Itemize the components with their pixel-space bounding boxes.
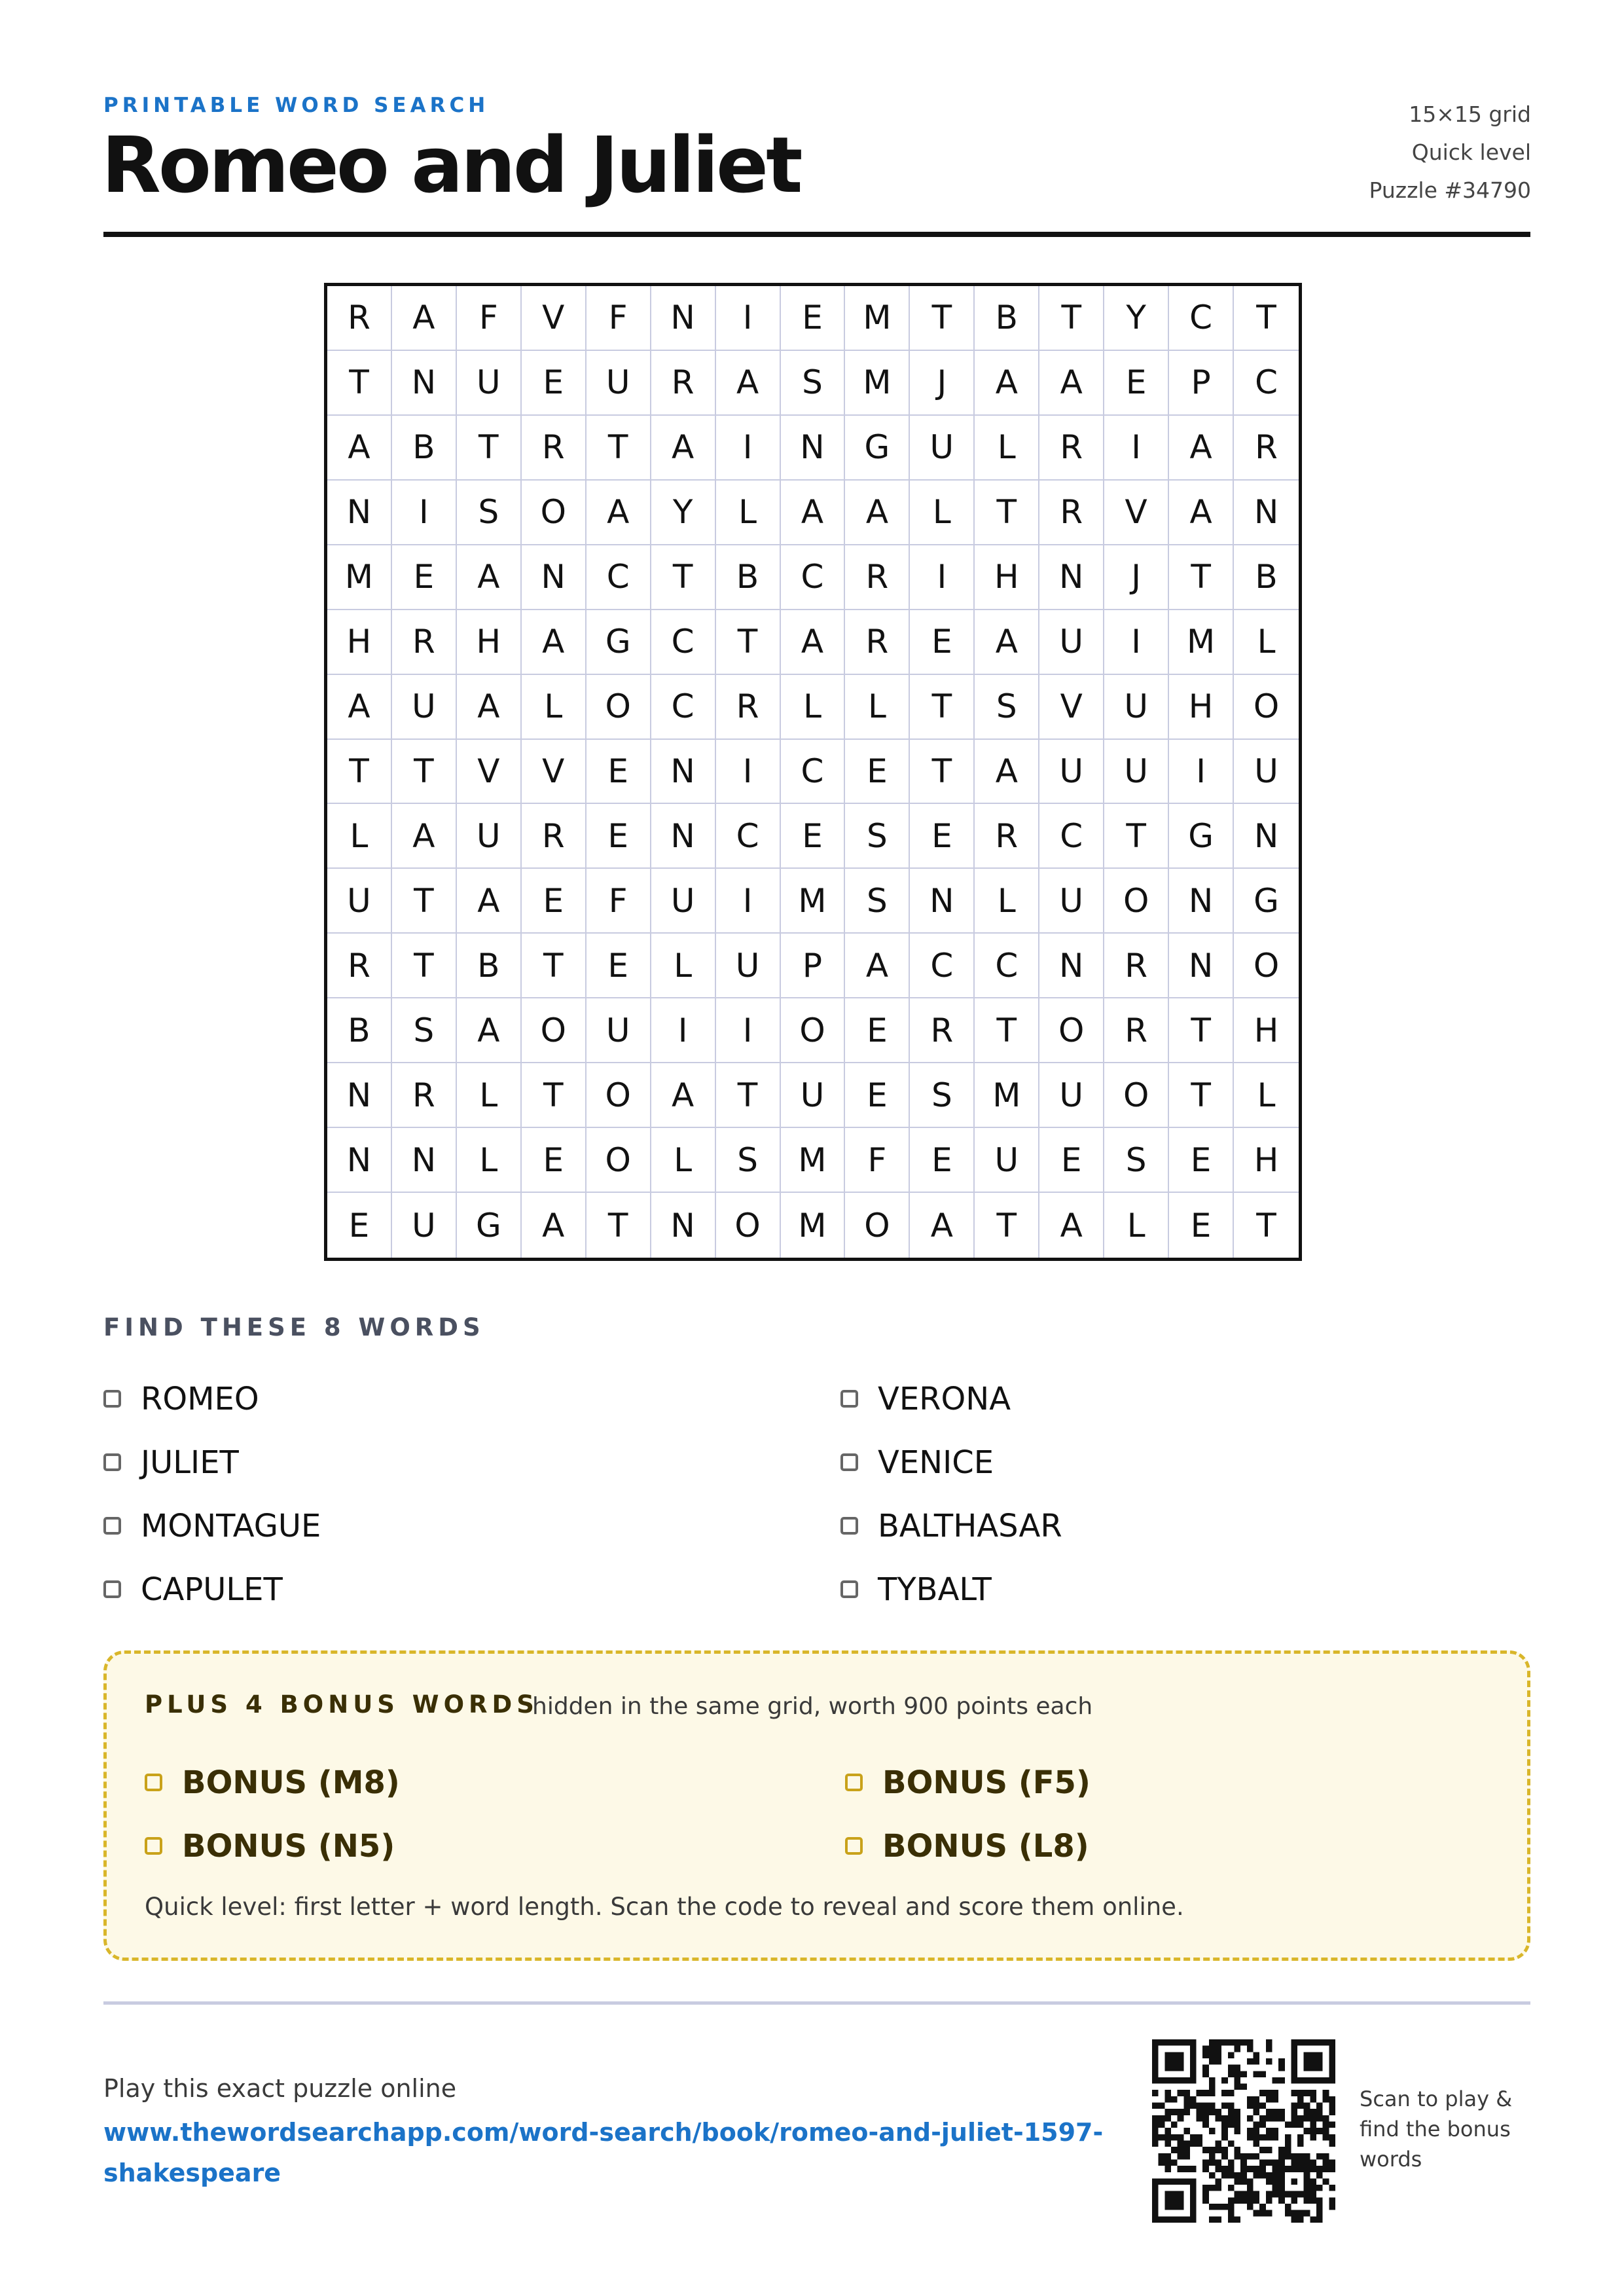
grid-cell[interactable]: V	[522, 740, 586, 805]
grid-cell[interactable]: R	[327, 934, 392, 998]
grid-cell[interactable]: L	[651, 934, 716, 998]
grid-cell[interactable]: E	[845, 1063, 910, 1128]
word-item	[840, 1494, 1530, 1558]
grid-cell[interactable]: B	[457, 934, 522, 998]
grid-cell[interactable]: S	[975, 675, 1039, 740]
grid-cell[interactable]: L	[716, 481, 781, 545]
grid-cell[interactable]: L	[1104, 1193, 1169, 1258]
bonus-word-item	[845, 1751, 1493, 1814]
grid-cell[interactable]: O	[1234, 675, 1299, 740]
grid-cell[interactable]: A	[327, 675, 392, 740]
grid-cell[interactable]: L	[781, 675, 846, 740]
grid-cell[interactable]: Y	[1104, 286, 1169, 351]
grid-cell[interactable]: U	[586, 998, 651, 1063]
grid-cell[interactable]: J	[1104, 545, 1169, 610]
grid-cell[interactable]: E	[586, 934, 651, 998]
grid-cell[interactable]: O	[586, 1128, 651, 1193]
grid-cell[interactable]: R	[392, 610, 457, 675]
grid-cell[interactable]: V	[522, 286, 586, 351]
footer-divider	[103, 2001, 1530, 2005]
grid-cell[interactable]: H	[457, 610, 522, 675]
grid-cell[interactable]: S	[716, 1128, 781, 1193]
word-label: VENICE	[878, 1444, 994, 1481]
grid-cell[interactable]: T	[651, 545, 716, 610]
grid-cell[interactable]: T	[1234, 286, 1299, 351]
grid-cell[interactable]: L	[975, 416, 1039, 481]
grid-cell[interactable]: T	[910, 286, 975, 351]
grid-cell[interactable]: T	[975, 481, 1039, 545]
grid-cell[interactable]: E	[845, 998, 910, 1063]
grid-cell[interactable]: P	[1169, 351, 1234, 416]
grid-cell[interactable]: E	[522, 351, 586, 416]
grid-cell[interactable]: F	[845, 1128, 910, 1193]
grid-cell[interactable]: N	[1039, 545, 1104, 610]
grid-cell[interactable]: C	[716, 804, 781, 869]
grid-cell[interactable]: N	[1169, 869, 1234, 934]
grid-cell[interactable]: C	[910, 934, 975, 998]
grid-cell[interactable]: I	[392, 481, 457, 545]
grid-cell[interactable]: M	[781, 869, 846, 934]
word-label: VERONA	[878, 1380, 1011, 1417]
bonus-word-label: BONUS (L8)	[882, 1827, 1089, 1865]
grid-cell[interactable]: L	[522, 675, 586, 740]
grid-cell[interactable]: I	[716, 998, 781, 1063]
grid-cell[interactable]: G	[586, 610, 651, 675]
grid-cell[interactable]: U	[910, 416, 975, 481]
word-label: TYBALT	[878, 1571, 992, 1608]
grid-cell[interactable]: N	[651, 286, 716, 351]
grid-cell[interactable]: C	[651, 675, 716, 740]
checkbox-icon[interactable]	[103, 1517, 121, 1535]
grid-cell[interactable]: S	[457, 481, 522, 545]
grid-cell[interactable]: L	[457, 1128, 522, 1193]
word-item	[840, 1367, 1530, 1430]
grid-cell[interactable]: O	[522, 998, 586, 1063]
page-title: Romeo and Juliet	[101, 120, 801, 210]
grid-cell[interactable]: T	[586, 416, 651, 481]
puzzle-meta	[1369, 96, 1531, 210]
grid-cell[interactable]: R	[392, 1063, 457, 1128]
grid-cell[interactable]: O	[781, 998, 846, 1063]
grid-cell[interactable]: A	[781, 610, 846, 675]
grid-cell[interactable]: U	[1234, 740, 1299, 805]
word-label: BALTHASAR	[878, 1507, 1062, 1544]
grid-cell[interactable]: A	[457, 545, 522, 610]
grid-cell[interactable]: A	[975, 610, 1039, 675]
puzzle-number: Puzzle #34790	[1369, 177, 1531, 203]
grid-cell[interactable]: N	[392, 351, 457, 416]
grid-cell[interactable]: Y	[651, 481, 716, 545]
grid-cell[interactable]: R	[1234, 416, 1299, 481]
grid-cell[interactable]: T	[1169, 1063, 1234, 1128]
grid-cell[interactable]: S	[781, 351, 846, 416]
grid-cell[interactable]: A	[457, 998, 522, 1063]
bonus-word-label: BONUS (F5)	[882, 1764, 1091, 1801]
checkbox-icon[interactable]	[103, 1390, 121, 1408]
grid-cell[interactable]: N	[522, 545, 586, 610]
grid-cell[interactable]: T	[975, 998, 1039, 1063]
grid-cell[interactable]: E	[845, 740, 910, 805]
checkbox-icon[interactable]	[845, 1774, 863, 1791]
grid-cell[interactable]: H	[1234, 1128, 1299, 1193]
grid-cell[interactable]: E	[910, 610, 975, 675]
grid-cell[interactable]: A	[1169, 416, 1234, 481]
grid-cell[interactable]: A	[392, 286, 457, 351]
grid-cell[interactable]: T	[1256, 1206, 1276, 1245]
grid-cell[interactable]: E	[1169, 1128, 1234, 1193]
word-item	[103, 1430, 840, 1494]
checkbox-icon[interactable]	[103, 1580, 121, 1598]
grid-cell[interactable]: O	[1039, 998, 1104, 1063]
grid-cell[interactable]: N	[910, 869, 975, 934]
grid-cell[interactable]: A	[910, 1193, 975, 1258]
grid-cell[interactable]: U	[1039, 610, 1104, 675]
grid-cell[interactable]: I	[1104, 610, 1169, 675]
grid-cell[interactable]: U	[716, 934, 781, 998]
header-divider	[103, 232, 1530, 237]
grid-cell[interactable]: G	[1234, 869, 1299, 934]
grid-cell[interactable]: M	[845, 351, 910, 416]
grid-cell[interactable]: T	[1039, 286, 1104, 351]
grid-cell[interactable]: I	[716, 740, 781, 805]
grid-cell[interactable]: E	[1104, 351, 1169, 416]
grid-cell[interactable]: R	[845, 610, 910, 675]
grid-cell[interactable]: O	[845, 1193, 910, 1258]
grid-cell[interactable]: G	[457, 1193, 522, 1258]
grid-cell[interactable]: U	[392, 1193, 457, 1258]
grid-cell[interactable]: L	[910, 481, 975, 545]
grid-cell[interactable]: I	[910, 545, 975, 610]
grid-cell[interactable]: B	[327, 998, 392, 1063]
grid-cell[interactable]: M	[327, 545, 392, 610]
grid-cell[interactable]: S	[845, 804, 910, 869]
grid-cell[interactable]: I	[1169, 740, 1234, 805]
word-item	[103, 1558, 840, 1621]
play-online-link[interactable]: www.thewordsearchapp.com/word-search/book/romeo-and-juliet-1597-shakespeare	[103, 2118, 1104, 2187]
grid-cell[interactable]: E	[781, 286, 846, 351]
grid-cell[interactable]: C	[1234, 351, 1299, 416]
grid-cell[interactable]: M	[1169, 610, 1234, 675]
grid-cell[interactable]: R	[522, 416, 586, 481]
grid-cell[interactable]: T	[716, 1063, 781, 1128]
grid-cell[interactable]: C	[1039, 804, 1104, 869]
grid-cell[interactable]: A	[845, 481, 910, 545]
bonus-panel	[103, 1650, 1530, 1961]
word-item	[840, 1430, 1530, 1494]
grid-cell[interactable]: N	[651, 740, 716, 805]
grid-cell[interactable]: E	[327, 1193, 392, 1258]
grid-cell[interactable]: T	[910, 740, 975, 805]
grid-cell[interactable]: U	[1039, 740, 1104, 805]
grid-cell[interactable]: O	[1234, 934, 1299, 998]
grid-cell[interactable]: B	[1234, 545, 1299, 610]
grid-cell[interactable]: T	[586, 1193, 651, 1258]
grid-cell[interactable]: T	[392, 740, 457, 805]
grid-cell[interactable]: N	[327, 1063, 392, 1128]
word-label: JULIET	[141, 1444, 239, 1481]
grid-cell[interactable]: R	[522, 804, 586, 869]
grid-cell[interactable]: N	[327, 1128, 392, 1193]
grid-cell[interactable]: U	[1104, 675, 1169, 740]
grid-cell[interactable]: N	[392, 1128, 457, 1193]
grid-cell[interactable]: A	[522, 610, 586, 675]
grid-cell[interactable]: T	[327, 740, 392, 805]
grid-cell[interactable]: O	[1104, 869, 1169, 934]
grid-cell[interactable]: A	[457, 869, 522, 934]
grid-cell[interactable]: A	[975, 740, 1039, 805]
grid-cell[interactable]: E	[522, 1128, 586, 1193]
grid-cell[interactable]: C	[781, 545, 846, 610]
grid-cell[interactable]: R	[910, 998, 975, 1063]
grid-cell[interactable]: A	[392, 804, 457, 869]
grid-cell[interactable]: L	[457, 1063, 522, 1128]
page-kicker: PRINTABLE WORD SEARCH	[103, 94, 490, 117]
grid-cell[interactable]: T	[457, 416, 522, 481]
grid-cell[interactable]: N	[1234, 481, 1299, 545]
grid-cell[interactable]: R	[327, 286, 392, 351]
checkbox-icon[interactable]	[840, 1390, 858, 1408]
grid-cell[interactable]: L	[1234, 1063, 1299, 1128]
grid-cell[interactable]: S	[392, 998, 457, 1063]
grid-cell[interactable]: A	[1039, 1193, 1104, 1258]
grid-cell[interactable]: R	[1104, 934, 1169, 998]
grid-cell[interactable]: I	[716, 416, 781, 481]
grid-cell[interactable]: O	[586, 675, 651, 740]
grid-cell[interactable]: E	[781, 804, 846, 869]
grid-cell[interactable]: J	[910, 351, 975, 416]
grid-cell[interactable]: T	[975, 1193, 1039, 1258]
checkbox-icon[interactable]	[840, 1517, 858, 1535]
grid-cell[interactable]: T	[1169, 998, 1234, 1063]
word-item	[840, 1558, 1530, 1621]
grid-cell[interactable]: I	[716, 286, 781, 351]
word-item	[103, 1367, 840, 1430]
grid-cell[interactable]: I	[1104, 416, 1169, 481]
checkbox-icon[interactable]	[840, 1453, 858, 1471]
grid-cell[interactable]: C	[651, 610, 716, 675]
grid-cell[interactable]: T	[522, 1063, 586, 1128]
word-list	[103, 1367, 1530, 1621]
grid-cell[interactable]: U	[1039, 869, 1104, 934]
grid-cell[interactable]: L	[975, 869, 1039, 934]
grid-cell[interactable]: H	[975, 545, 1039, 610]
grid-cell[interactable]: S	[910, 1063, 975, 1128]
grid-cell[interactable]: N	[1039, 934, 1104, 998]
grid-cell[interactable]: F	[586, 869, 651, 934]
bonus-subheading: hidden in the same grid, worth 900 points each	[532, 1693, 1093, 1720]
grid-cell[interactable]: T	[522, 934, 586, 998]
qr-code-icon[interactable]	[1152, 2039, 1335, 2223]
grid-cell[interactable]: A	[975, 351, 1039, 416]
grid-cell[interactable]: R	[1104, 998, 1169, 1063]
grid-cell[interactable]: R	[975, 804, 1039, 869]
grid-cell[interactable]: A	[327, 416, 392, 481]
grid-cell[interactable]: R	[1039, 481, 1104, 545]
grid-cell[interactable]: H	[327, 610, 392, 675]
bonus-note: Quick level: first letter + word length. Scan the code to reveal and score them online.	[145, 1893, 1184, 1921]
grid-cell[interactable]: N	[1234, 804, 1299, 869]
grid-cell[interactable]: A	[457, 675, 522, 740]
grid-cell[interactable]: O	[716, 1193, 781, 1258]
word-label: MONTAGUE	[141, 1507, 321, 1544]
bonus-word-label: BONUS (M8)	[182, 1764, 400, 1801]
grid-cell[interactable]: T	[392, 934, 457, 998]
grid-cell[interactable]: A	[522, 1193, 586, 1258]
grid-cell[interactable]: A	[586, 481, 651, 545]
grid-cell[interactable]: L	[651, 1128, 716, 1193]
grid-cell[interactable]: U	[781, 1063, 846, 1128]
grid-cell[interactable]: U	[651, 869, 716, 934]
word-item	[103, 1494, 840, 1558]
grid-cell[interactable]: V	[1039, 675, 1104, 740]
grid-cell[interactable]: T	[327, 351, 392, 416]
grid-cell[interactable]: M	[781, 1193, 846, 1258]
grid-cell[interactable]: R	[1039, 416, 1104, 481]
grid-cell[interactable]: R	[845, 545, 910, 610]
grid-cell[interactable]: M	[975, 1063, 1039, 1128]
checkbox-icon[interactable]	[145, 1837, 162, 1855]
grid-cell[interactable]: U	[1039, 1063, 1104, 1128]
grid-cell[interactable]: E	[910, 1128, 975, 1193]
grid-cell[interactable]: H	[1169, 675, 1234, 740]
grid-cell[interactable]: A	[651, 416, 716, 481]
grid-cell[interactable]: A	[716, 351, 781, 416]
grid-cell[interactable]: L	[845, 675, 910, 740]
grid-cell[interactable]: C	[975, 934, 1039, 998]
grid-cell[interactable]: E	[910, 804, 975, 869]
grid-cell[interactable]: O	[522, 481, 586, 545]
grid-cell[interactable]: A	[845, 934, 910, 998]
scan-caption: Scan to play & find the bonus words	[1360, 2086, 1513, 2172]
grid-cell[interactable]: C	[586, 545, 651, 610]
grid-cell[interactable]: F	[457, 286, 522, 351]
grid-cell[interactable]: U	[457, 804, 522, 869]
play-online-heading: Play this exact puzzle online	[103, 2074, 457, 2103]
bonus-word-item	[145, 1751, 845, 1814]
grid-cell[interactable]: E	[392, 545, 457, 610]
bonus-word-item	[145, 1814, 845, 1878]
grid-cell[interactable]: O	[1104, 1063, 1169, 1128]
word-list-heading: FIND THESE 8 WORDS	[103, 1313, 485, 1341]
letter-grid	[324, 283, 1302, 1261]
grid-cell[interactable]: M	[845, 286, 910, 351]
grid-cell[interactable]: C	[781, 740, 846, 805]
grid-cell[interactable]: N	[1169, 934, 1234, 998]
grid-cell[interactable]: G	[845, 416, 910, 481]
checkbox-icon[interactable]	[103, 1453, 121, 1471]
bonus-word-list	[145, 1751, 1493, 1878]
grid-cell[interactable]: U	[392, 675, 457, 740]
bonus-heading: PLUS 4 BONUS WORDS	[145, 1690, 539, 1719]
grid-cell[interactable]: N	[781, 416, 846, 481]
grid-cell[interactable]: E	[522, 869, 586, 934]
grid-cell[interactable]: R	[651, 351, 716, 416]
grid-cell[interactable]: R	[716, 675, 781, 740]
grid-cell[interactable]: N	[651, 1193, 716, 1258]
grid-cell[interactable]: E	[586, 804, 651, 869]
word-label: ROMEO	[141, 1380, 259, 1417]
grid-cell[interactable]: G	[1169, 804, 1234, 869]
grid-cell[interactable]: A	[1169, 481, 1234, 545]
grid-cell[interactable]: N	[651, 804, 716, 869]
grid-cell[interactable]: A	[1039, 351, 1104, 416]
grid-cell[interactable]: A	[651, 1063, 716, 1128]
grid-cell[interactable]: P	[781, 934, 846, 998]
grid-cell[interactable]: N	[327, 481, 392, 545]
grid-cell[interactable]: U	[586, 351, 651, 416]
grid-cell[interactable]: L	[1234, 610, 1299, 675]
grid-cell[interactable]: E	[586, 740, 651, 805]
grid-cell[interactable]: T	[1104, 804, 1169, 869]
grid-size-label: 15×15 grid	[1409, 101, 1531, 127]
grid-cell[interactable]: U	[1104, 740, 1169, 805]
grid-cell[interactable]: I	[651, 998, 716, 1063]
grid-cell[interactable]: F	[586, 286, 651, 351]
grid-cell[interactable]: T	[392, 869, 457, 934]
grid-cell[interactable]: U	[327, 869, 392, 934]
grid-cell[interactable]: O	[586, 1063, 651, 1128]
checkbox-icon[interactable]	[845, 1837, 863, 1855]
grid-cell[interactable]: T	[1169, 545, 1234, 610]
grid-cell[interactable]: A	[781, 481, 846, 545]
grid-cell[interactable]: E	[1039, 1128, 1104, 1193]
grid-cell[interactable]: U	[457, 351, 522, 416]
grid-cell[interactable]: S	[1104, 1128, 1169, 1193]
grid-cell[interactable]: L	[327, 804, 392, 869]
grid-cell[interactable]: B	[716, 545, 781, 610]
checkbox-icon[interactable]	[840, 1580, 858, 1598]
grid-cell[interactable]: V	[1104, 481, 1169, 545]
grid-cell[interactable]: U	[975, 1128, 1039, 1193]
grid-cell[interactable]: B	[392, 416, 457, 481]
grid-cell[interactable]: B	[975, 286, 1039, 351]
grid-cell[interactable]: V	[457, 740, 522, 805]
grid-cell[interactable]: T	[716, 610, 781, 675]
grid-cell[interactable]: E	[1169, 1193, 1234, 1258]
grid-cell[interactable]: I	[716, 869, 781, 934]
bonus-word-label: BONUS (N5)	[182, 1827, 395, 1865]
grid-cell[interactable]: S	[845, 869, 910, 934]
grid-cell[interactable]: T	[910, 675, 975, 740]
bonus-word-item	[845, 1814, 1493, 1878]
word-label: CAPULET	[141, 1571, 283, 1608]
grid-cell[interactable]: M	[781, 1128, 846, 1193]
checkbox-icon[interactable]	[145, 1774, 162, 1791]
grid-cell[interactable]: H	[1234, 998, 1299, 1063]
grid-cell[interactable]: C	[1169, 286, 1234, 351]
level-label: Quick level	[1411, 139, 1531, 165]
